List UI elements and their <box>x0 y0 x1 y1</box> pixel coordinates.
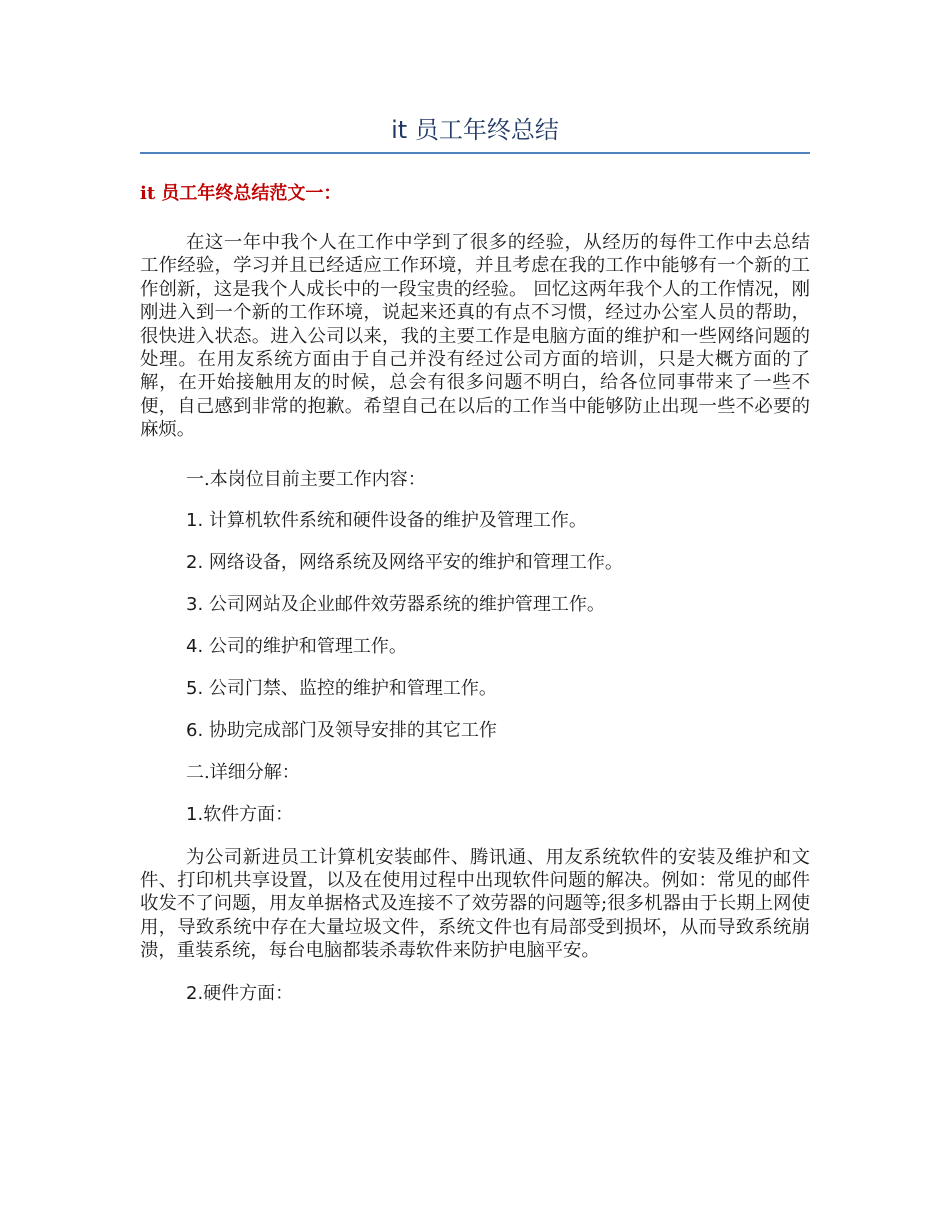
software-heading-text: 软件方面： <box>203 803 294 825</box>
section-heading: it 员工年终总结范文一： <box>140 183 342 204</box>
duty-number: 3. <box>186 593 204 615</box>
hardware-heading-number: 2. <box>186 982 204 1004</box>
duty-item-4 <box>140 635 810 659</box>
duty-item-6 <box>140 719 810 743</box>
software-heading-number: 1. <box>186 803 204 825</box>
duty-number: 4. <box>186 635 204 657</box>
duty-text: 公司网站及企业邮件效劳器系统的维护管理工作。 <box>203 593 605 615</box>
duty-number: 6. <box>186 719 204 741</box>
duty-number: 5. <box>186 677 204 699</box>
intro-paragraph: 在这一年中我个人在工作中学到了很多的经验，从经历的每件工作中去总结工作经验，学习并且已经适应工作环境，并且考虑在我的工作中能够有一个新的工作创新，这是我个人成长中的一段宝贵的经验。 回忆这两年我个人的工作情况，刚刚进入到一个新的工作环境，说起来还真的有点不习惯，经过办公室人员的帮助，很快进入状态。进入公司以来，我的主要工作是电脑方面的维护和一些网络问题的处理。在用友系统方面由于自己并没有经过公司方面的培训，只是大概方面的了解，在开始接触用友的时候，总会有很多问题不明白，给各位同事带来了一些不便，自己感到非常的抱歉。希望自己在以后的工作当中能够防止出现一些不必要的麻烦。 <box>140 232 810 441</box>
hardware-heading <box>140 982 810 1006</box>
hardware-heading-text: 硬件方面： <box>203 982 294 1004</box>
document-title: it 员工年终总结 <box>391 116 559 144</box>
part2-heading: 二.详细分解： <box>186 761 300 783</box>
software-paragraph: 为公司新进员工计算机安装邮件、腾讯通、用友系统软件的安装及维护和文件、打印机共享设置，以及在使用过程中出现软件问题的解决。例如：常见的邮件收发不了问题，用友单据格式及连接不了效劳器的问题等;很多机器由于长期上网使用，导致系统中存在大量垃圾文件，系统文件也有局部受到损坏，从而导致系统崩溃，重装系统，每台电脑都装杀毒软件来防护电脑平安。 <box>140 846 810 962</box>
duty-text: 协助完成部门及领导安排的其它工作 <box>203 719 497 741</box>
duty-item-1 <box>140 509 810 533</box>
duty-number: 1. <box>186 509 204 531</box>
duty-number: 2. <box>186 551 204 573</box>
duty-text: 计算机软件系统和硬件设备的维护及管理工作。 <box>203 509 587 531</box>
duty-text: 网络设备，网络系统及网络平安的维护和管理工作。 <box>203 551 623 573</box>
document-page <box>140 0 810 1006</box>
duty-item-5 <box>140 677 810 701</box>
duty-text: 公司门禁、监控的维护和管理工作。 <box>203 677 497 699</box>
part1-heading: 一.本岗位目前主要工作内容： <box>186 468 426 490</box>
software-heading <box>140 803 810 827</box>
title-underline <box>140 152 810 154</box>
duty-item-3 <box>140 593 810 617</box>
duty-text: 公司的维护和管理工作。 <box>203 635 407 657</box>
duty-item-2 <box>140 551 810 575</box>
